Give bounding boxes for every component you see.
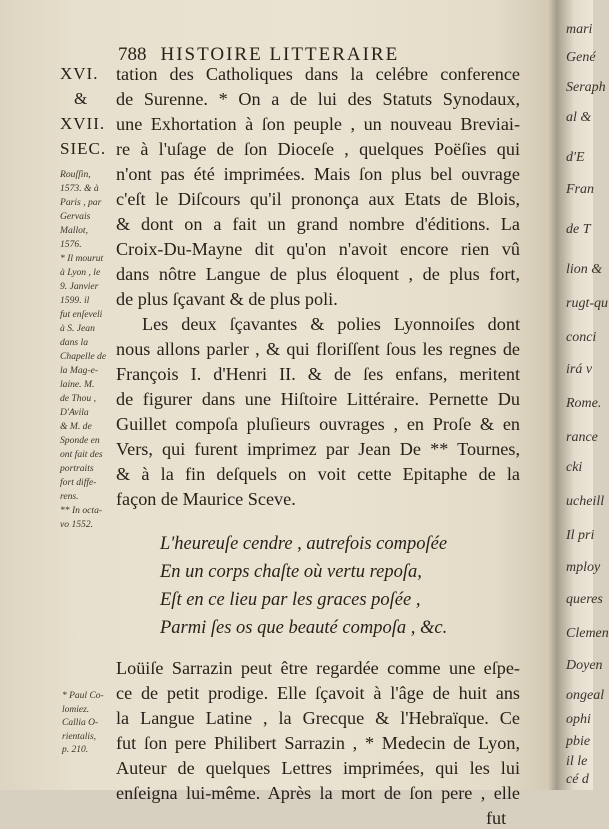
note-line: fut enſeveli [60,309,103,320]
note-line: lomiez. [62,704,90,715]
text-line: façon de Maurice Sceve. [116,489,296,509]
next-page-fragment: ucheill [566,494,605,509]
margin-century-label: XVI. [60,64,99,83]
note-line: Chapelle de [60,351,107,362]
next-page-fragment: rance [566,430,598,445]
text-line: la Langue Latine , la Grecque & l'Hebraïque. Ce [116,708,520,728]
running-head [118,44,399,66]
next-page-fragment: ongeal [566,688,605,703]
note-line: rientalis, [62,731,97,742]
text-line: re à l'uſage de ſon Dioceſe , quelques Poëſies qui [116,139,520,159]
margin-century-label: XVII. [60,114,106,133]
next-page-fragment: conci [566,330,597,345]
next-page-fragment: Seraph [566,80,606,95]
next-page-fragment: cki [566,460,583,475]
text-line: & à la fin deſquels on voit cette Epitaphe de la [116,464,520,484]
catchword: fut [486,808,507,828]
note-line: * Il mourut [60,253,104,264]
note-line: Callia O- [62,718,99,728]
next-page-fragment: Clemen [566,626,609,641]
text-line: une Exhortation à ſon peuple , un nouveau Breviai- [116,114,520,134]
note-line: D'Avila [60,407,89,418]
text-line: Auteur de quelques Lettres imprimées, qui les lui [116,758,520,778]
note-line: dans la [60,337,88,348]
note-line: 1599. il [60,295,90,306]
next-page-edge [562,0,609,790]
text-line: fut ſon pere Philibert Sarrazin , * Medecin de Lyon, [116,733,520,753]
text-line: Les deux ſçavantes & polies Lyonnoiſes dont [142,314,520,334]
next-page-fragment: d'E [566,150,585,165]
text-line: c'eſt le Diſcours qu'il prononça aux Etats de Blois, [116,189,520,209]
note-line: la Mag-e- [60,365,99,376]
margin-notes [60,168,116,532]
text-line: nous allons parler , & qui floriſſent ſous les regnes de [116,339,520,359]
verse-line: Parmi ſes os que beauté compoſa , &c. [160,618,448,638]
note-line: 1573. & à [60,183,99,194]
next-page-fragment: mari [566,22,593,37]
text-line: tation des Catholiques dans la celébre conference [116,64,520,84]
next-page-fragment: rugt-qu [566,296,608,311]
note-line: Mallot, [60,225,88,236]
next-page-fragment: Il pri [566,528,595,543]
margin-century-label: SIEC. [60,139,107,158]
note-line: * Paul Co- [62,691,104,701]
text-line: de Surenne. * On a de lui des Statuts Synodaux, [116,89,520,109]
next-page-fragment: pbie [566,734,591,749]
note-line: fort diffe- [60,477,97,488]
note-line: vo 1552. [60,519,94,530]
text-line: & dont on a fait un grand nombre d'éditions. La [116,214,520,234]
note-line: rens. [60,491,79,502]
note-line: ont fait des [60,449,103,460]
text-line: n'ont pas été imprimées. Mais ſon plus bel ouvrage [116,164,520,184]
next-page-fragment: Doyen [566,658,603,673]
note-line: 9. Janvier [60,281,99,292]
text-line: de plus ſçavant & de plus poli. [116,289,338,309]
next-page-fragment: cé d [566,772,589,787]
note-line: 1576. [60,239,82,250]
verse-line: Eſt en ce lieu par les graces poſée , [160,590,421,610]
note-line: p. 210. [62,745,89,755]
next-page-fragment: Fran [566,182,594,197]
note-line: Gervais [60,211,91,222]
note-line: portraits [60,463,94,474]
text-line: Guillet compoſa pluſieurs ouvrages , en Proſe & en [116,414,520,434]
note-line: Sponde en [60,435,100,446]
page-number: 788 [118,44,147,65]
note-line: & M. de [60,421,92,432]
next-page-fragment: lion & [566,262,603,277]
note-line: Paris , par [60,197,102,208]
note-line: à Lyon , le [60,267,101,278]
text-line: de figurer dans une Hiſtoire Littéraire. Pernette Du [116,389,520,409]
next-page-fragment: ophi [566,712,591,727]
next-page-fragment: il le [566,754,588,769]
next-page-fragment: Rome. [566,396,602,411]
note-line: à S. Jean [60,323,95,334]
text-line: Croix-Du-Mayne dit qu'on n'avoit encore rien vû [116,239,520,259]
running-title: HISTOIRE LITTERAIRE [160,44,400,65]
note-line: Rouſſin, [60,169,91,180]
next-page-fragment: al & [566,110,592,125]
note-line: de Thou , [60,393,96,404]
margin-notes-bottom [62,690,104,758]
verse-line: En un corps chaſte où vertu repoſa, [160,562,422,582]
text-line: Loüiſe Sarrazin peut être regardée comme une eſpe- [116,658,520,678]
text-line: François I. d'Henri II. & de ſes enfans, meritent [116,364,520,384]
next-page-fragment: de T [566,222,591,237]
note-line: laine. M. [60,379,95,390]
text-line: enſeigna lui-même. Après la mort de ſon pere , elle [116,783,520,803]
text-line: Vers, qui furent imprimez par Jean De ** Tournes, [116,439,520,459]
next-page-fragment: irá v [566,362,593,377]
next-page-fragment: mploy [566,560,601,575]
next-page-fragment: queres [566,592,603,607]
text-line: dans nôtre Langue de plus éloquent , de plus fort, [116,264,520,284]
note-line: ** In octa- [60,505,103,516]
margin-century-label: & [74,89,89,108]
next-page-fragment: Gené [566,50,596,65]
text-line: ce de petit prodige. Elle ſçavoit à l'âge de huit ans [116,683,520,703]
verse-line: L'heureuſe cendre , autrefois compoſée [160,534,448,554]
